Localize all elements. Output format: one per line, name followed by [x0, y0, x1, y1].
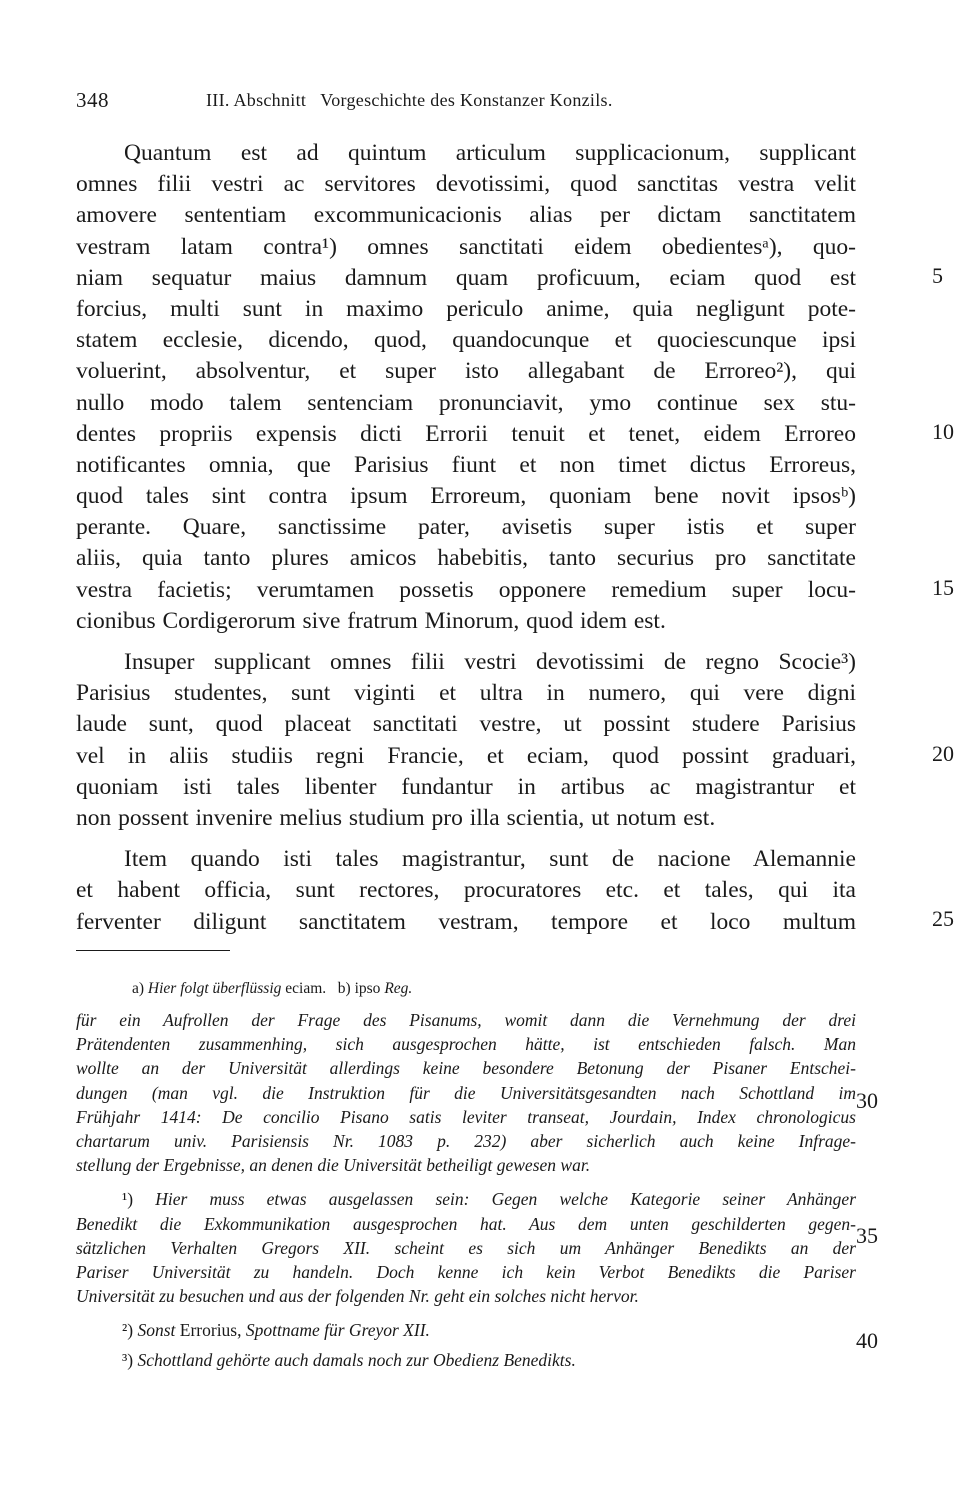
text-line: nullo modo talem sentenciam pronunciavit, ymo continue sex stu- — [76, 389, 856, 416]
text-line: niam sequatur maius damnum quam proficuum, eciam quod est — [76, 264, 856, 291]
text-line: vestram latam contra¹) omnes sanctitati eidem obedientesᵃ), quo- — [76, 233, 856, 260]
text-line: Parisius studentes, sunt viginti et ultra in numero, qui vere digni — [76, 680, 856, 707]
footnote-3 — [76, 1348, 856, 1372]
footnote-line: Universität zu besuchen und aus der folgenden Nr. geht ein solches nicht hervor. — [76, 1286, 639, 1307]
footnote-line: chartarum univ. Parisiensis Nr. 1083 p. 232) aber sicherlich auch keine Infrage- — [76, 1130, 856, 1151]
text-line: et habent officia, sunt rectores, procuratores etc. et tales, qui ita — [76, 877, 856, 904]
footnote-line: sätzlichen Verhalten Gregors XII. scheint es sich um Anhänger Benedikts an der — [76, 1237, 856, 1258]
text-line: non possent invenire melius studium pro illa scientia, ut notum est. — [76, 804, 716, 831]
footnote-3-marker: ³) — [122, 1350, 134, 1371]
apparatus-marker-b: b) — [337, 980, 351, 997]
text-line: forcius, multi sunt in maximo periculo anime, quia negligunt pote- — [76, 295, 856, 322]
text-line: omnes filii vestri ac servitores devotissimi, quod sanctitas vestra velit — [76, 171, 856, 198]
text-line: voluerint, absolventur, et super isto allegabant de Erroreo²), qui — [76, 358, 856, 385]
text-line: quod tales sint contra ipsum Erroreum, quoniam bene novit ipsosᵇ) — [76, 483, 856, 510]
text-line: amovere sententiam excommunicacionis alias per dictam sanctitatem — [76, 202, 856, 229]
footnote-line: Hier muss etwas ausgelassen sein: Gegen welche Kategorie seiner Anhänger — [155, 1189, 857, 1210]
footnote-2-marker: ²) — [122, 1320, 134, 1341]
line-number: 15 — [932, 575, 954, 600]
footnotes — [76, 978, 878, 1373]
footnote-2-italic-end: Spottname für Greyor XII. — [245, 1320, 430, 1341]
apparatus-note-b-italic: Reg. — [384, 980, 413, 997]
apparatus-note-b: ipso — [354, 980, 381, 997]
footnote-rule — [76, 950, 230, 951]
text-line: notificantes omnia, que Parisius fiunt et non timet dictus Erroreus, — [76, 451, 856, 478]
footnote-line: Benedikt die Exkommunikation ausgesprochen hat. Aus dem unten geschilderten gegen- — [76, 1213, 856, 1234]
footnote-line: dungen (man vgl. die Instruktion für die Universitätsgesandten nach Schottland im — [76, 1082, 856, 1103]
footnote-line: Pariser Universität zu handeln. Doch kenne ich kein Verbot Benedikts die Pariser — [76, 1261, 856, 1282]
text-line: Quantum est ad quintum articulum supplicacionum, supplicant — [124, 140, 856, 166]
textual-apparatus — [76, 978, 856, 1008]
line-number: 25 — [932, 906, 954, 931]
text-line: ferventer diligunt sanctitatem vestram, tempore et loco multum — [76, 908, 856, 935]
footnote-3-text: Schottland gehörte auch damals noch zur Obedienz Benedikts. — [137, 1350, 576, 1371]
footnote-line: stellung der Ergebnisse, an denen die Universität betheiligt gewesen war. — [76, 1155, 591, 1176]
footnote-line: Frühjahr 1414: De concilio Pisano satis leviter transeat, Jourdain, Index chronologicus — [76, 1106, 856, 1127]
text-line: vestra facietis; verumtamen possetis opponere remedium super locu- — [76, 576, 856, 603]
page-header — [76, 88, 876, 116]
text-line: Item quando isti tales magistrantur, sunt de nacione Alemannie — [124, 846, 856, 873]
text-line: quoniam isti tales libenter fundantur in artibus ac magistrantur et — [76, 773, 856, 800]
text-line: statem ecclesie, dicendo, quod, quandocunque et quociescunque ipsi — [76, 327, 856, 354]
footnote-2 — [76, 1318, 856, 1342]
text-line: aliis, quia tanto plures amicos habebitis, tanto securius pro sanctitate — [76, 545, 856, 572]
footnote-line: Prätendenten zusammenhing, sich ausgesprochen hätte, ist entschieden falsch. Man — [76, 1034, 856, 1055]
footnote-1 — [76, 1187, 856, 1211]
line-number: 10 — [932, 419, 954, 444]
apparatus-marker-a: a) — [132, 980, 145, 997]
line-number: 40 — [856, 1328, 878, 1353]
line-number: 30 — [856, 1088, 878, 1113]
line-number: 35 — [856, 1223, 878, 1248]
text-line: dentes propriis expensis dicti Errorii tenuit et tenet, eidem Erroreo — [76, 420, 856, 447]
main-text — [76, 138, 954, 938]
text-line: laude sunt, quod placeat sanctitati vestre, ut possint studere Parisius — [76, 711, 856, 738]
footnote-line: wollte an der Universität allerdings keine besondere Betonung der Pisaner Entschei- — [76, 1058, 856, 1079]
line-number: 20 — [932, 741, 954, 766]
footnote-2-italic-start: Sonst — [137, 1320, 176, 1341]
text-line: perante. Quare, sanctissime pater, avisetis super istis et super — [76, 514, 856, 541]
text-line: cionibus Cordigerorum sive fratrum Minorum, quod idem est. — [76, 607, 666, 634]
apparatus-note-a-italic: Hier folgt überflüssig — [147, 980, 282, 997]
footnote-1-marker: ¹) — [122, 1189, 134, 1210]
apparatus-note-a: eciam. — [285, 980, 327, 997]
page-number: 348 — [76, 88, 109, 112]
line-number: 5 — [932, 263, 943, 288]
text-line: vel in aliis studiis regni Francie, et eciam, quod possint graduari, — [76, 742, 856, 769]
footnote-2-plain: Errorius, — [179, 1320, 242, 1341]
text-line: Insuper supplicant omnes filii vestri devotissimi de regno Scocie³) — [124, 649, 856, 675]
running-head: III. Abschnitt Vorgeschichte des Konstanzer Konzils. — [206, 90, 613, 110]
footnote-line: für ein Aufrollen der Frage des Pisanums, womit dann die Vernehmung der drei — [76, 1010, 856, 1030]
